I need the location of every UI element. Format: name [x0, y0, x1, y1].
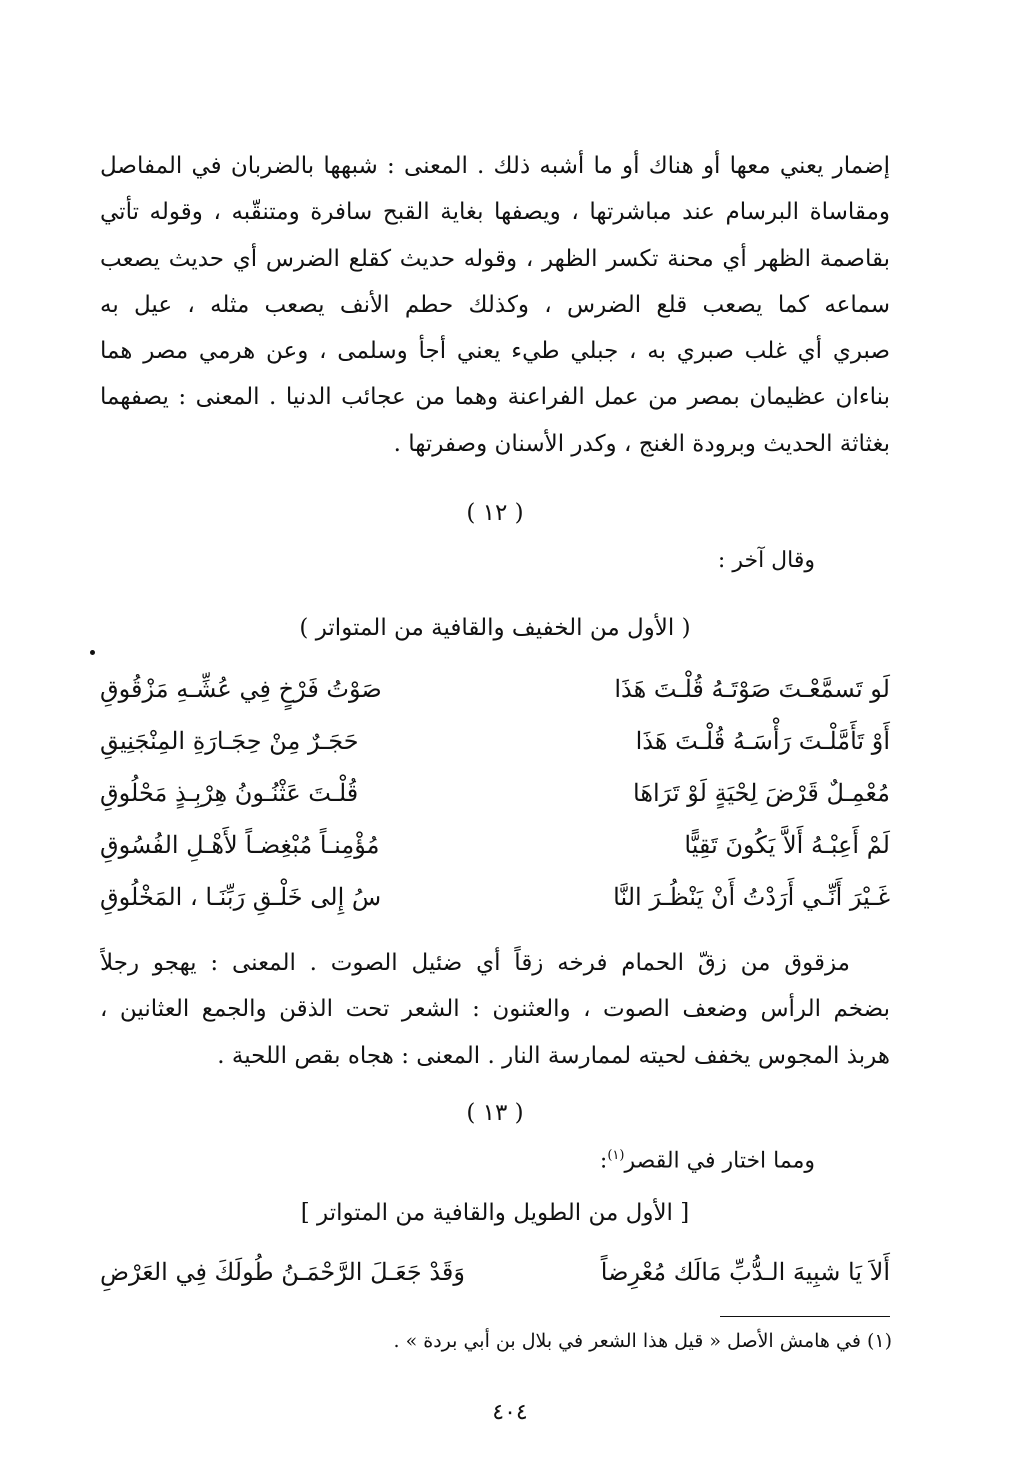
poem-intro-13 — [600, 1148, 815, 1173]
verse — [100, 675, 890, 727]
verse-second-hemistich: مُؤْمِنـاً مُبْغِضـاً لأَهْـلِ الفُسُوقِ — [100, 831, 380, 859]
poem-verses-12 — [100, 675, 890, 935]
text-line: صبري أي غلب صبري به ، جبلي طيء يعني أجأ وسلمى ، وعن هرمي مصر هما — [100, 338, 890, 365]
text-line: بغثاثة الحديث وبرودة الغنج ، وكدر الأسنان وصفرتها . — [393, 430, 890, 457]
text-line: بضخم الرأس وضعف الصوت ، والعثنون : الشعر تحت الذقن والجمع العثانين ، — [100, 996, 890, 1023]
footnote-separator — [720, 1316, 890, 1317]
meter-heading-13: [ الأول من الطويل والقافية من المتواتر ] — [300, 1200, 690, 1226]
text-line: مزقوق من زقّ الحمام فرخه زقاً أي ضئيل الصوت . المعنى : يهجو رجلاً — [100, 950, 850, 976]
verse-second-hemistich: صَوْتُ فَرْخٍ فِي عُشِّـهِ مَزْقُوقِ — [100, 675, 382, 703]
verse — [100, 831, 890, 883]
intro-colon: : — [599, 1148, 608, 1174]
verse-second-hemistich: حَجَـرٌ مِنْ حِجَـارَةِ المِنْجَنِيقِ — [100, 727, 359, 755]
poem-intro-12: وقال آخر : — [717, 548, 815, 573]
page-number: ٤٠٤ — [492, 1400, 528, 1425]
poem-number-13: ( ١٣ ) — [466, 1100, 524, 1126]
verse-first-hemistich: لَمْ أَعِبْـهُ أَلاَّ يَكُونَ تَقِيًّا — [684, 831, 890, 859]
text-line: بناءان عظيمان بمصر من عمل الفراعنة وهما من عجائب الدنيا . المعنى : يصفهما — [100, 384, 890, 411]
text-line: بقاصمة الظهر أي محنة تكسر الظهر ، وقوله حديث كقلع الضرس أي حديث يصعب — [100, 245, 890, 272]
paragraph-commentary-11 — [100, 143, 890, 467]
intro-text: ومما اختار في القصر — [624, 1148, 815, 1174]
verse-second-hemistich: وَقَدْ جَعَـلَ الرَّحْمَـنُ طُولَكَ فِي العَرْضِ — [100, 1258, 465, 1286]
verse-second-hemistich: سُ إِلى خَلْـقِ رَبِّنَـا ، المَخْلُوقِ — [100, 883, 382, 911]
verse-first-hemistich: مُعْمِـلٌ قَرْضَ لِحْيَةٍ لَوْ تَرَاهَا — [633, 779, 890, 807]
verse — [100, 727, 890, 779]
text-line: سماعه كما يصعب قلع الضرس ، وكذلك حطم الأنف يصعب مثله ، عيل به — [100, 291, 890, 318]
footnote: (١) في هامش الأصل « قيل هذا الشعر في بلال بن أبي بردة » . — [393, 1330, 892, 1352]
verse-first-hemistich: أَلاَ يَا شبِيهَ الـدُّبِّ مَالَك مُعْرِضاً — [600, 1258, 890, 1286]
margin-dot — [90, 650, 95, 655]
meter-heading-12: ( الأول من الخفيف والقافية من المتواتر ) — [299, 615, 691, 641]
verse-second-hemistich: قُلْـتَ عَثْنُـونُ هِرْبِـذٍ مَحْلُوقِ — [100, 779, 359, 807]
text-line: هربذ المجوس يخفف لحيته لممارسة النار . المعنى : هجاه بقص اللحية . — [217, 1042, 890, 1069]
verse — [100, 1258, 890, 1310]
verse — [100, 779, 890, 831]
verse-first-hemistich: أَوْ تَأَمَّلْـتَ رَأْسَـهُ قُلْـتَ هَذَا — [635, 727, 890, 755]
poem-verses-13 — [100, 1258, 890, 1310]
poem-number-12: ( ١٢ ) — [466, 500, 524, 526]
text-line: إضمار يعني معها أو هناك أو ما أشبه ذلك . المعنى : شبهها بالضربان في المفاصل — [100, 153, 890, 179]
text-line: ومقاساة البرسام عند مباشرتها ، ويصفها بغاية القبح سافرة ومتنقّبه ، وقوله تأتي — [100, 199, 890, 226]
verse-first-hemistich: غَـيْرَ أَنِّـي أَرَدْتُ أَنْ يَنْظُـرَ النَّا — [613, 883, 890, 911]
verse — [100, 883, 890, 935]
footnote-marker: (١) — [607, 1148, 625, 1163]
paragraph-commentary-12 — [100, 940, 890, 1079]
verse-first-hemistich: لَو تَسمَّعْـتَ صَوْتَـهُ قُلْـتَ هَذَا — [614, 675, 890, 703]
